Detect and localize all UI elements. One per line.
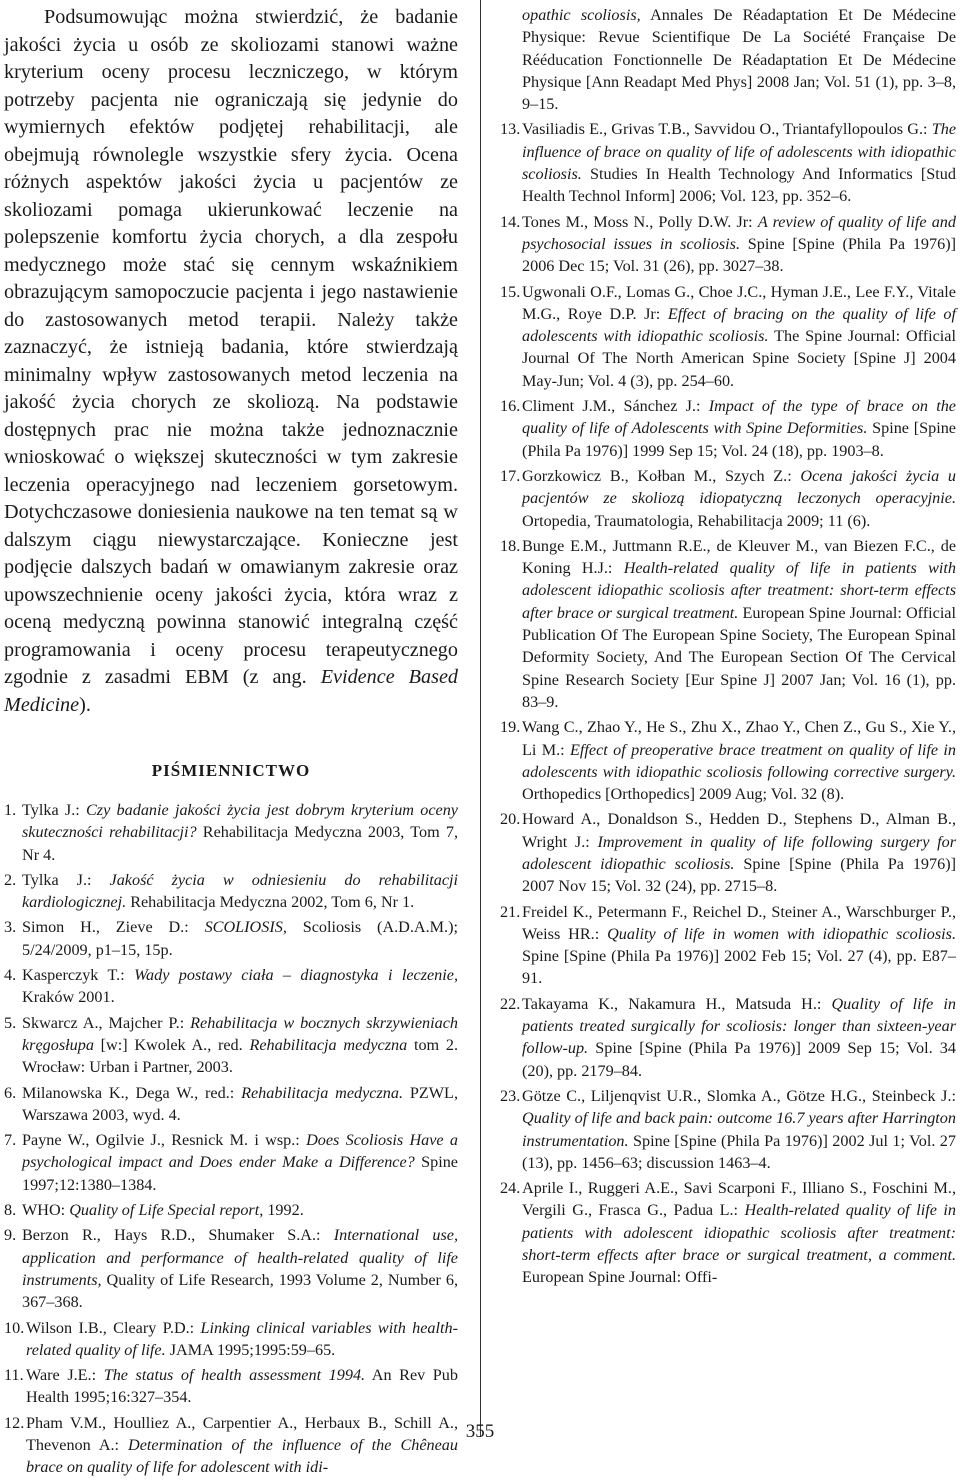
reference-number: 17. [500, 466, 521, 485]
reference-authors: Aprile I., Ruggeri A.E., Savi Scarponi F., Illiano S., Foschini M., Vergili G., Frasca G., Padua L.: [522, 1179, 956, 1220]
right-column [500, 4, 956, 1292]
summary-emphasis: Evidence Based Medicine [4, 666, 458, 716]
reference-source: Spine 1997;12:1380–1384. [22, 1153, 458, 1194]
reference-item [4, 799, 458, 866]
reference-title: The status of health assessment 1994. [103, 1366, 366, 1385]
reference-number: 7. [4, 1131, 17, 1150]
reference-source: Spine [Spine (Phila Pa 1976)] 2002 Jul 1; Vol. 27 (13), pp. 1456–63; discussion 1463–4. [522, 1131, 956, 1172]
reference-title: Wady postawy ciała – diagnostyka i leczenie, [134, 966, 458, 985]
reference-number: 24. [500, 1179, 521, 1198]
reference-source: An Rev Pub Health 1995;16:327–354. [26, 1366, 458, 1407]
reference-authors: Simon H., Zieve D.: [22, 918, 205, 937]
reference-title: Quality of life in women with idiopathic scoliosis. [607, 924, 956, 943]
reference-source: The Spine Journal: Official Journal Of The North American Spine Society [Spine J] 2004 May-Jun; Vol. 4 (3), pp. 254–60. [522, 327, 956, 390]
reference-source: [w:] Kwolek A., red. [93, 1035, 250, 1054]
reference-authors: Wang C., Zhao Y., He S., Zhu X., Zhao Y., Chen Z., Gu S., Xie Y., Li M.: [522, 718, 956, 759]
reference-authors: Götze C., Liljenqvist U.R., Slomka A., Götze H.G., Steinbeck J.: [522, 1086, 956, 1105]
reference-item [500, 118, 956, 207]
reference-source: Spine [Spine (Phila Pa 1976)] 2009 Sep 15; Vol. 34 (20), pp. 2179–84. [522, 1039, 956, 1080]
summary-end: ). [79, 693, 91, 716]
reference-authors: Howard A., Donaldson S., Hedden D., Stephens D., Alman B., Wright J.: [522, 810, 956, 851]
reference-authors: Pham V.M., Houlliez A., Carpentier A., Herbaux B., Schill A., Thevenon A.: [26, 1413, 458, 1455]
reference-title: Effect of preoperative brace treatment on quality of life in adolescents with idiopathic scoliosis following corrective surgery. [522, 740, 957, 781]
reference-item [500, 808, 956, 897]
reference-source: Scoliosis (A.D.A.M.); 5/24/2009, p1–15, 15p. [22, 918, 458, 959]
reference-title: SCOLIOSIS, [204, 918, 287, 937]
reference-authors: Tylka J.: [22, 801, 86, 819]
reference-item [500, 901, 956, 990]
reference-item [500, 535, 956, 713]
references-heading: PIŚMIENNICTWO [151, 761, 311, 780]
reference-source: Spine [Spine (Phila Pa 1976)] 2006 Dec 15; Vol. 31 (26), pp. 3027–38. [522, 234, 956, 276]
reference-title: Ocena jakości życia u pacjentów ze skoliozą idiopatyczną leczonych operacyjnie. [522, 466, 956, 508]
reference-title: Jakość życia w odniesieniu do rehabilitacji kardiologicznej. [22, 870, 458, 912]
reference-title: Determination of the influence of the Chêneau brace on quality of life for adolescent with idi- [26, 1436, 458, 1477]
reference-source: European Spine Journal: Offi- [522, 1268, 718, 1287]
reference-number: 6. [4, 1083, 17, 1102]
reference-source: Rehabilitacja Medyczna 2003, Tom 7, Nr 4. [22, 823, 458, 864]
reference-source: Rehabilitacja Medyczna 2002, Tom 6, Nr 1. [126, 893, 415, 912]
reference-item [4, 1082, 458, 1127]
reference-source: Studies In Health Technology And Informatics [Stud Health Technol Inform] 2006; Vol. 123, pp. 352–6. [522, 165, 956, 206]
reference-number: 1. [4, 801, 17, 819]
reference-number: 15. [500, 282, 521, 301]
reference-item [500, 465, 956, 532]
reference-title: International use, application and performance of health-related quality of life instruments, [22, 1226, 458, 1289]
reference-title: Linking clinical variables with health-related quality of life. [26, 1318, 458, 1359]
reference-authors: Bunge E.M., Juttmann R.E., de Kleuver M., van Biezen F.C., de Koning H.J.: [522, 536, 956, 578]
reference-title: Health-related quality of life in patients with adolescent idiopathic scoliosis after treatment: short-term effects after brace or surgical treatment. [522, 559, 956, 622]
reference-number: 2. [4, 870, 17, 889]
reference-source-2: tom 2. Wrocław: Urban i Partner, 2003. [22, 1035, 459, 1077]
reference-source: PZWL, Warszawa 2003, wyd. 4. [22, 1083, 458, 1124]
reference-item [500, 716, 956, 805]
reference-number: 5. [4, 1013, 17, 1032]
reference-authors: Ugwonali O.F., Lomas G., Choe J.C., Hyman J.E., Lee F.Y., Vitale M.G., Roye D.P. Jr: [522, 282, 956, 323]
reference-number: 3. [4, 918, 17, 937]
reference-title: Effect of bracing on the quality of life of adolescents with idiopathic scoliosis. [522, 304, 956, 346]
reference-source: Kraków 2001. [22, 988, 115, 1007]
reference-authors: Takayama K., Nakamura H., Matsuda H.: [522, 994, 832, 1013]
reference-number: 10. [4, 1318, 25, 1337]
reference-item [4, 916, 458, 961]
reference-item [4, 1012, 458, 1079]
reference-item [500, 993, 956, 1082]
reference-authors: Climent J.M., Sánchez J.: [522, 397, 709, 416]
reference-item [500, 1177, 956, 1288]
reference-authors: WHO: [22, 1201, 70, 1220]
reference-number: 20. [500, 810, 521, 829]
reference-authors: Payne W., Ogilvie J., Resnick M. i wsp.: [22, 1131, 307, 1150]
reference-source: European Spine Journal: Official Publication Of The European Spine Society, The European Spinal Deformity Society, And The European Section Of The Cervical Spine Research Society [Eur Spine J] 2007 Jan; Vol. 16 (1), pp. 83–9. [522, 603, 956, 711]
column-divider [480, 0, 481, 1437]
reference-title: Improvement in quality of life following surgery for adolescent idiopathic scoliosis. [522, 832, 957, 873]
reference-title: Quality of life in patients treated surgically for scoliosis: longer than sixteen-year follow-up. [522, 994, 956, 1058]
reference-title: Quality of life and back pain: outcome 16.7 years after Harrington instrumentation. [522, 1109, 956, 1150]
reference-authors: Wilson I.B., Cleary P.D.: [26, 1318, 201, 1337]
summary-text: Podsumowując można stwierdzić, że badanie jakości życia u osób ze skoliozami stanowi ważne kryterium oceny procesu leczniczego, w którym potrzeby pacjenta nie ograniczają się jedynie do wymiernych efektów podjętej rehabilitacji, ale obejmują równolegle wszystkie sfery życia. Ocena różnych aspektów jakości życia u pacjentów ze skoliozami pomaga ukierunkować leczenie na polepszenie komfortu życia chorych, a dla zespołu medycznego może stać się cennym wskaźnikiem obrazującym samopoczucie pacjenta i jego nastawienie do zastosowanych metod terapii. Należy także zaznaczyć, że istnieją badania, które stwierdzają minimalny wpływ zastosowanych metod leczenia na jakość życia chorych ze skoliozą. Na podstawie dostępnych prac nie można także jednoznacznie wnioskować o większej skuteczności w tym zakresie leczenia operacyjnego nad leczeniem gorsetowym. Dotychczasowe doniesienia naukowe na ten temat są w dalszym ciągu niewystarczające. Konieczne jest podjęcie dalszych badań w omawianym zakresie oraz upowszechnienie oceny jakości życia, która wraz z oceną medyczną powinna stanowić integralną część programowania i oceny procesu terapeutycznego zgodnie z zasadmi EBM (z ang. [4, 6, 458, 688]
reference-number: 9. [4, 1226, 17, 1245]
reference-number: 13. [500, 120, 521, 139]
reference-authors: Freidel K., Petermann F., Reichel D., Steiner A., Warschburger P., Weiss HR.: [522, 902, 956, 943]
reference-title: Health-related quality of life in patients with adolescent idiopathic scoliosis after treatment: short-term effects after brace or surgical treatment, a comment. [522, 1201, 956, 1265]
reference-number: 11. [4, 1366, 24, 1385]
left-column [4, 4, 458, 1482]
reference-authors: Milanowska K., Dega W., red.: [22, 1083, 242, 1102]
reference-authors: Vasiliadis E., Grivas T.B., Savvidou O., Triantafyllopoulos G.: [522, 120, 932, 139]
reference-number: 12. [4, 1413, 25, 1432]
reference-item [500, 395, 956, 462]
reference-number: 14. [500, 212, 521, 231]
reference-source: Spine [Spine (Phila Pa 1976)] 2007 Nov 15; Vol. 32 (24), pp. 2715–8. [522, 854, 956, 896]
reference-item [4, 1199, 458, 1221]
reference-item [4, 1129, 458, 1196]
reference-source: Spine [Spine (Phila Pa 1976)] 2002 Feb 15; Vol. 27 (4), pp. E87–91. [522, 947, 956, 988]
reference-title: A review of quality of life and psychosocial issues in scoliosis. [522, 212, 956, 253]
reference-authors: Kasperczyk T.: [22, 966, 135, 985]
reference-source: 1992. [263, 1201, 304, 1220]
reference-item [4, 1317, 458, 1362]
reference-authors: Skwarcz A., Majcher P.: [22, 1013, 191, 1032]
reference-item [4, 1364, 458, 1409]
summary-paragraph [4, 4, 458, 719]
reference-source: JAMA 1995;1995:59–65. [165, 1340, 336, 1359]
reference-source: Quality of Life Research, 1993 Volume 2, Number 6, 367–368. [22, 1270, 458, 1312]
reference-source: Orthopedics [Orthopedics] 2009 Aug; Vol. 32 (8). [522, 785, 845, 804]
reference-authors: Tylka J.: [22, 870, 110, 889]
reference-title: opathic scoliosis, [522, 6, 641, 24]
reference-title-2: Rehabilitacja medyczna [249, 1035, 408, 1054]
reference-authors: Tones M., Moss N., Polly D.W. Jr: [522, 212, 758, 231]
reference-list-left [4, 799, 458, 1479]
reference-number: 4. [4, 966, 17, 985]
reference-number: 22. [500, 994, 521, 1013]
page-number: 355 [465, 1421, 495, 1442]
reference-authors: Ware J.E.: [26, 1366, 104, 1385]
reference-source: Annales De Réadaptation Et De Médecine Physique: Revue Scientifique De La Société Française De Rééducation Fonctionnelle De Réadaptation Et De Médecine Physique [Ann Readapt Med Phys] 2008 Jan; Vol. 51 (1), pp. 3–8, 9–15. [522, 6, 956, 114]
reference-number: 18. [500, 536, 521, 555]
reference-number: 8. [4, 1201, 17, 1220]
reference-item [500, 211, 956, 278]
reference-title: Does Scoliosis Have a psychological impact and Does ender Make a Difference? [22, 1131, 458, 1172]
reference-list-right [500, 4, 956, 1289]
reference-title: Rehabilitacja medyczna. [241, 1083, 404, 1102]
reference-number: 21. [500, 902, 521, 921]
reference-item [4, 1224, 458, 1313]
reference-item [4, 964, 458, 1009]
reference-title: Impact of the type of brace on the quality of life of Adolescents with Spine Deformities. [522, 397, 956, 438]
reference-title: Rehabilitacja w bocznych skrzywieniach kręgosłupa [22, 1013, 458, 1054]
reference-item [500, 1085, 956, 1174]
reference-authors: Gorzkowicz B., Kołban M., Szych Z.: [522, 466, 801, 485]
reference-item [4, 869, 458, 914]
reference-title: Czy badanie jakości życia jest dobrym kryterium oceny skuteczności rehabilitacji? [22, 801, 458, 842]
reference-authors: Berzon R., Hays R.D., Shumaker S.A.: [22, 1226, 334, 1245]
reference-source: Ortopedia, Traumatologia, Rehabilitacja 2009; 11 (6). [522, 511, 871, 530]
reference-title: The influence of brace on quality of life of adolescents with idiopathic scoliosis. [522, 120, 956, 184]
reference-number: 23. [500, 1086, 521, 1105]
reference-title: Quality of Life Special report, [69, 1201, 264, 1220]
reference-number: 19. [500, 718, 521, 737]
reference-item-continued [500, 4, 956, 115]
reference-item [500, 281, 956, 392]
reference-source: Spine [Spine (Phila Pa 1976)] 1999 Sep 15; Vol. 24 (18), pp. 1903–8. [522, 419, 956, 460]
reference-number: 16. [500, 397, 521, 416]
